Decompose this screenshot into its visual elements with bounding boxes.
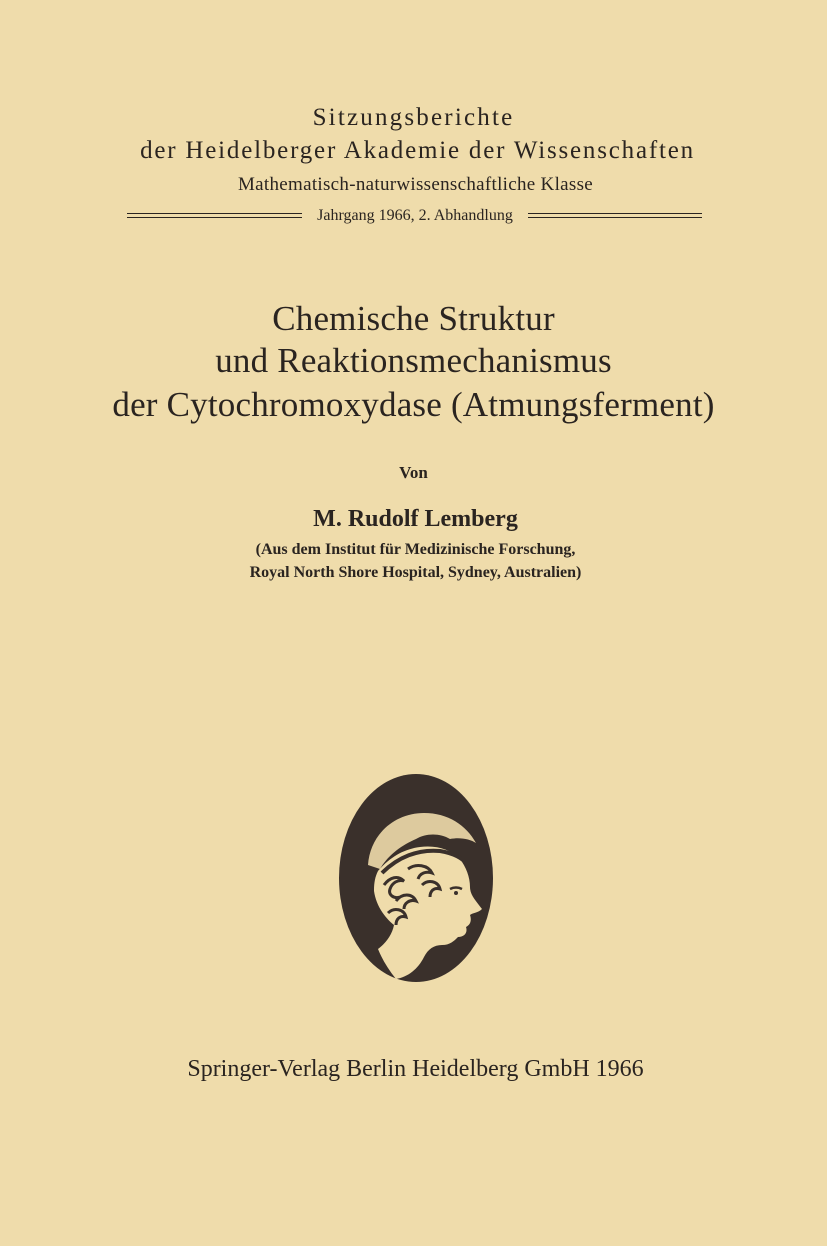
athena-head-medallion-icon <box>338 773 494 983</box>
by-label: Von <box>399 463 428 482</box>
work-title-line-1: Chemische Struktur <box>272 299 555 338</box>
academy-name: der Heidelberger Akademie der Wissenschaften <box>140 137 695 164</box>
series-title: Sitzungsberichte <box>312 104 515 131</box>
work-title-line-2: und Reaktionsmechanismus <box>215 341 612 380</box>
work-title-line-3: der Cytochromoxydase (Atmungsferment) <box>112 385 715 424</box>
double-rule-left <box>127 213 302 218</box>
affiliation-line-2: Royal North Shore Hospital, Sydney, Australien) <box>249 564 582 581</box>
volume-label: Jahrgang 1966, 2. Abhandlung <box>317 207 513 224</box>
affiliation-line-1: (Aus dem Institut für Medizinische Forschung, <box>255 541 576 558</box>
double-rule-right <box>528 213 702 218</box>
author-name: M. Rudolf Lemberg <box>313 506 518 532</box>
volume-line <box>127 205 702 227</box>
publisher-imprint: Springer-Verlag Berlin Heidelberg GmbH 1966 <box>187 1056 644 1082</box>
class-name: Mathematisch-naturwissenschaftliche Klasse <box>237 174 594 195</box>
